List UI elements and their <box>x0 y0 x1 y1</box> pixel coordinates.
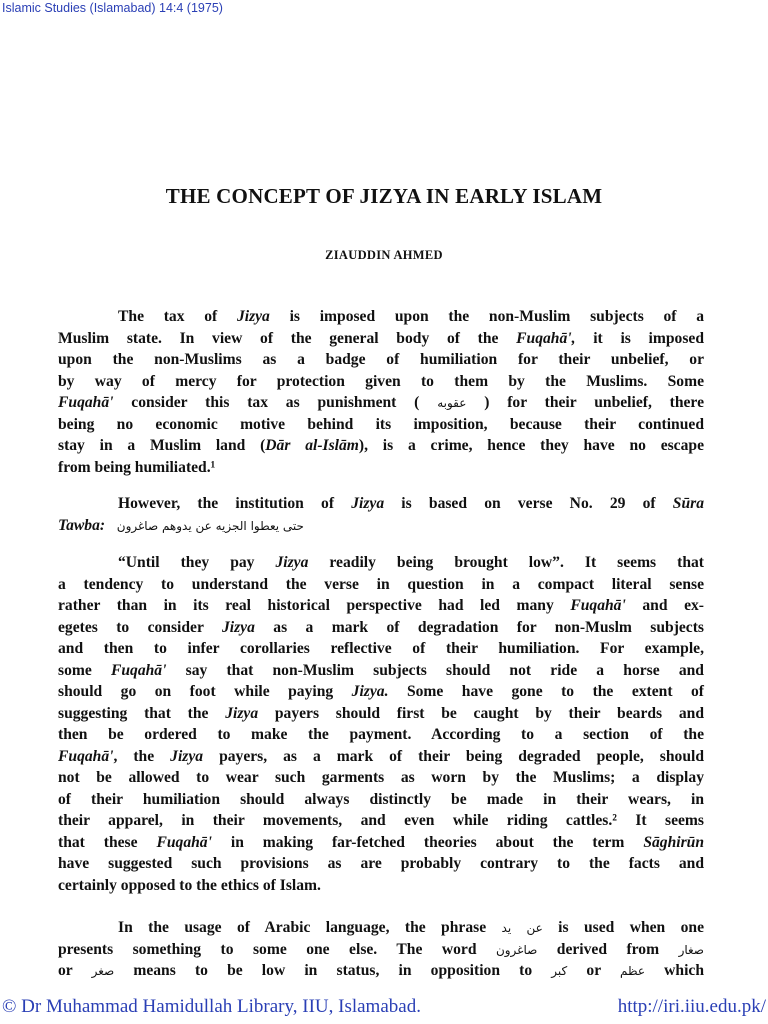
arabic-word-sighar: صغار <box>678 942 704 957</box>
source-url[interactable]: http://iri.iiu.edu.pk/ <box>617 996 766 1017</box>
paragraph-2-line-2: Tawba: حتى يعطوا الجزيه عن يدوهم صاغرون <box>58 516 304 534</box>
arabic-verse: حتى يعطوا الجزيه عن يدوهم صاغرون <box>116 518 304 533</box>
paragraph-3-line-12: of their humiliation should always distinctly be made in their wears, in <box>58 790 704 808</box>
arabic-word-sighr: صغر <box>91 964 115 978</box>
paragraph-3-line-3: rather than in its real historical perspective had led many Fuqahā' and ex- <box>58 597 704 614</box>
paragraph-1-line-1: The tax of Jizya is imposed upon the non-Muslim subjects of a <box>118 308 705 325</box>
paragraph-4-line-1: In the usage of Arabic language, the phrase عن يد is used when one <box>118 919 705 936</box>
paragraph-3-line-6: some Fuqahā' say that non-Muslim subjects should not ride a horse and <box>58 661 704 679</box>
article-author: ZIAUDDIN AHMED <box>325 248 443 262</box>
paragraph-3-line-9: then be ordered to make the payment. According to a section of the <box>58 726 704 743</box>
article-title: THE CONCEPT OF JIZYA IN EARLY ISLAM <box>165 184 603 208</box>
arabic-term-uqubah: عقوبه <box>437 396 467 410</box>
paragraph-1-line-8: from being humiliated.¹ <box>58 458 216 476</box>
copyright-notice: © Dr Muhammad Hamidullah Library, IIU, Islamabad. <box>2 996 421 1017</box>
arabic-word-izam: عظم <box>620 964 645 978</box>
paragraph-3-line-16: certainly opposed to the ethics of Islam. <box>58 876 321 894</box>
paragraph-1-line-3: upon the non-Muslims as a badge of humiliation for their unbelief, or <box>58 351 704 368</box>
paragraph-1-line-5: Fuqahā' consider this tax as punishment ( عقوبه ) for their unbelief, there <box>58 394 704 411</box>
paragraph-1-line-6: being no economic motive behind its imposition, because their continued <box>58 415 704 433</box>
paragraph-3-line-7: should go on foot while paying Jizya. Some have gone to the extent of <box>58 683 704 700</box>
paragraph-3-line-5: and then to infer corollaries reflective of their humiliation. For example, <box>58 640 704 657</box>
paragraph-1-line-4: by way of mercy for protection given to them by the Muslims. Some <box>58 372 704 390</box>
paragraph-3-line-2: a tendency to understand the verse in question in a compact literal sense <box>58 575 704 593</box>
paragraph-3-line-14: that these Fuqahā' in making far-fetched theories about the term Sāghirūn <box>58 833 704 851</box>
arabic-word-saghirun: صاغرون <box>495 942 538 957</box>
paragraph-1-line-7: stay in a Muslim land (Dār al-Islām), is a crime, hence they have no escape <box>58 437 704 454</box>
library-footer <box>0 994 768 1024</box>
paragraph-4-line-2: presents something to some one else. The word صاغرون derived from صغار <box>58 940 704 958</box>
paragraph-4-line-3: or صغر means to be low in status, in opposition to كبر or عظم which <box>58 962 705 979</box>
arabic-word-kibr: كبر <box>551 964 568 978</box>
arabic-phrase-an-yad: عن يد <box>501 921 543 935</box>
paragraph-3-line-15: have suggested such provisions as are probably contrary to the facts and <box>58 855 704 872</box>
paragraph-3-line-1: “Until they pay Jizya readily being brought low”. It seems that <box>118 554 704 571</box>
paragraph-2-line-1: However, the institution of Jizya is based on verse No. 29 of Sūra <box>118 495 705 512</box>
paragraph-3-line-8: suggesting that the Jizya payers should first be caught by their beards and <box>58 704 704 722</box>
paragraph-3-line-10: Fuqahā', the Jizya payers, as a mark of their being degraded people, should <box>58 747 705 765</box>
paragraph-1-line-2: Muslim state. In view of the general body of the Fuqahā', it is imposed <box>58 329 705 347</box>
journal-header: Islamic Studies (Islamabad) 14:4 (1975) <box>2 1 223 15</box>
paragraph-3-line-4: egetes to consider Jizya as a mark of degradation for non-Muslm subjects <box>58 618 704 636</box>
paragraph-3-line-13: their apparel, in their movements, and even while riding cattles.² It seems <box>58 812 704 829</box>
paragraph-3-line-11: not be allowed to wear such garments as worn by the Muslims; a display <box>58 769 704 786</box>
